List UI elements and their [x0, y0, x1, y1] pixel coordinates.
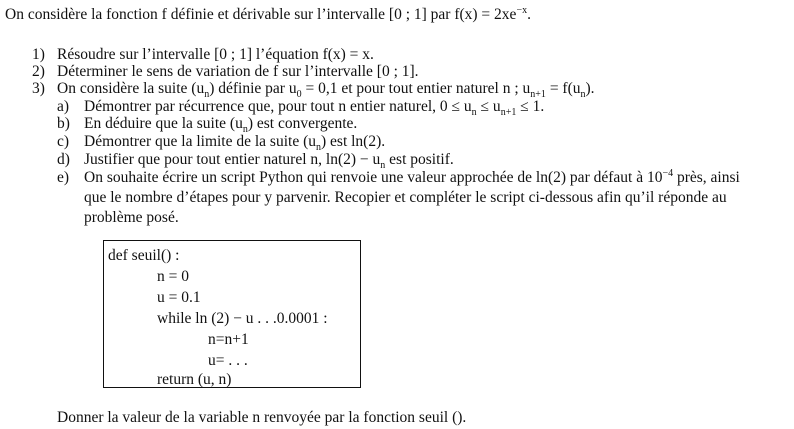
subquestion-text: Démontrer par récurrence que, pour tout n entier naturel, $0 \le u_n \le u_{n+1} \le 1$. — [84, 98, 545, 119]
question-number: 1) — [32, 46, 45, 63]
code-line: def seuil() : — [108, 247, 180, 264]
subquestion-text: Justifier que pour tout entier naturel n, $\ln(2) - u_n$ est positif. — [84, 151, 454, 172]
subquestion-text: En déduire que la suite $(u_n)$ est convergente. — [84, 115, 358, 136]
subquestion-text: On souhaite écrire un script Python qui renvoie une valeur approchée de ln(2) par défaut à $10^{-4}$ près, ainsi — [84, 167, 740, 186]
subquestion-text: problème posé. — [84, 209, 179, 226]
question-text: Résoudre sur l’intervalle [0 ; 1] l’équation f(x) = x. — [57, 46, 374, 63]
subquestion-number: c) — [57, 133, 70, 150]
final-question: Donner la valeur de la variable n renvoyée par la fonction seuil (). — [57, 409, 467, 426]
code-line: u = 0.1 — [157, 289, 201, 306]
subquestion-number: a) — [57, 98, 70, 115]
question-text: Déterminer le sens de variation de f sur l’intervalle [0 ; 1]. — [57, 63, 419, 80]
code-line: while ln (2) − u . . .0.0001 : — [157, 310, 328, 327]
subquestion-number: b) — [57, 115, 70, 132]
code-line: u= . . . — [208, 352, 248, 369]
subquestion-text: Démontrer que la limite de la suite $(u_n)$ est ln(2). — [84, 133, 386, 154]
subquestion-text: que le nombre d’étapes pour y parvenir. Recopier et compléter le script ci-dessous afin qu’il réponde au — [84, 189, 727, 206]
subquestion-number: d) — [57, 151, 70, 168]
subquestion-number: e) — [57, 169, 70, 186]
code-line: n = 0 — [157, 268, 189, 285]
question-number: 3) — [32, 80, 45, 97]
question-number: 2) — [32, 63, 45, 80]
question-text: On considère la suite $(u_n)$ définie par $u_0 = 0,1$ et pour tout entier naturel n ; $u_{n+1} = f(u_n)$. — [57, 80, 595, 101]
code-line: n=n+1 — [208, 331, 249, 348]
code-line: return (u, n) — [157, 371, 232, 388]
code-box — [103, 240, 361, 388]
intro-statement: On considère la fonction f définie et dérivable sur l’intervalle [0 ; 1] par $f(x) = 2xe^{-x}$. — [5, 4, 531, 23]
